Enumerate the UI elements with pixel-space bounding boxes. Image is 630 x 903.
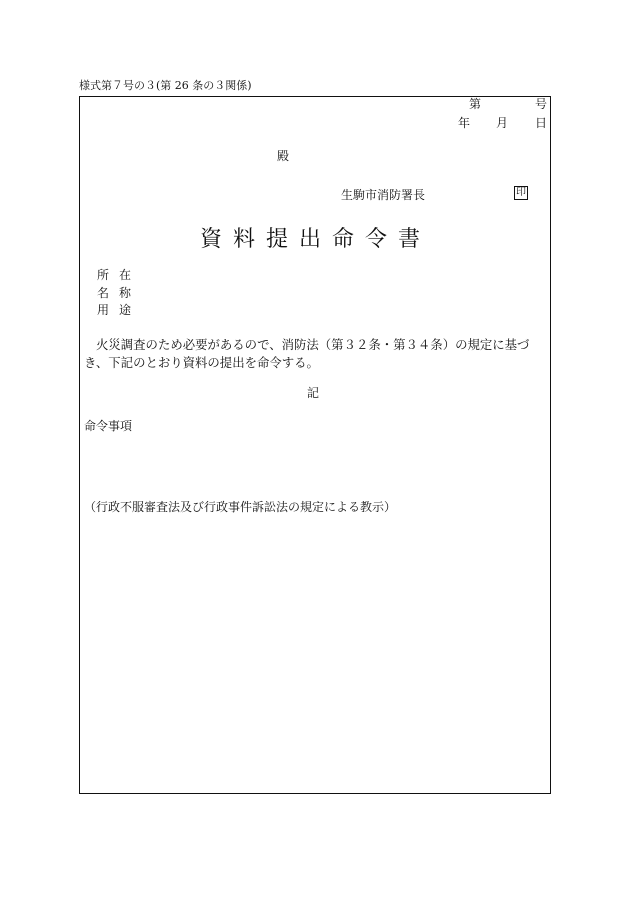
form-number-label: 様式第７号の３(第 26 条の３関係) (79, 79, 252, 92)
number-prefix: 第 (469, 97, 482, 111)
order-items-label: 命令事項 (84, 419, 133, 433)
seal-icon: 印 (516, 187, 526, 198)
document-title: 資料提出命令書 (200, 227, 432, 252)
ki-heading: 記 (307, 386, 320, 400)
date-day: 日 (535, 116, 548, 130)
addressee-suffix: 殿 (277, 149, 290, 163)
number-suffix: 号 (535, 97, 548, 111)
field-use-label: 用途 (97, 303, 142, 317)
field-name-label: 名称 (97, 286, 142, 300)
date-year: 年 (458, 116, 471, 130)
body-text: 火災調査のため必要があるので、消防法（第３２条・第３４条）の規定に基づき、下記のとおり資料の提出を命令する。 (84, 337, 530, 370)
document-frame (79, 96, 551, 794)
date-month: 月 (496, 116, 509, 130)
issuer-title: 生駒市消防署長 (341, 188, 426, 202)
field-location-label: 所在 (97, 268, 142, 282)
legal-notice: （行政不服審査法及び行政事件訴訟法の規定による教示） (84, 500, 397, 514)
